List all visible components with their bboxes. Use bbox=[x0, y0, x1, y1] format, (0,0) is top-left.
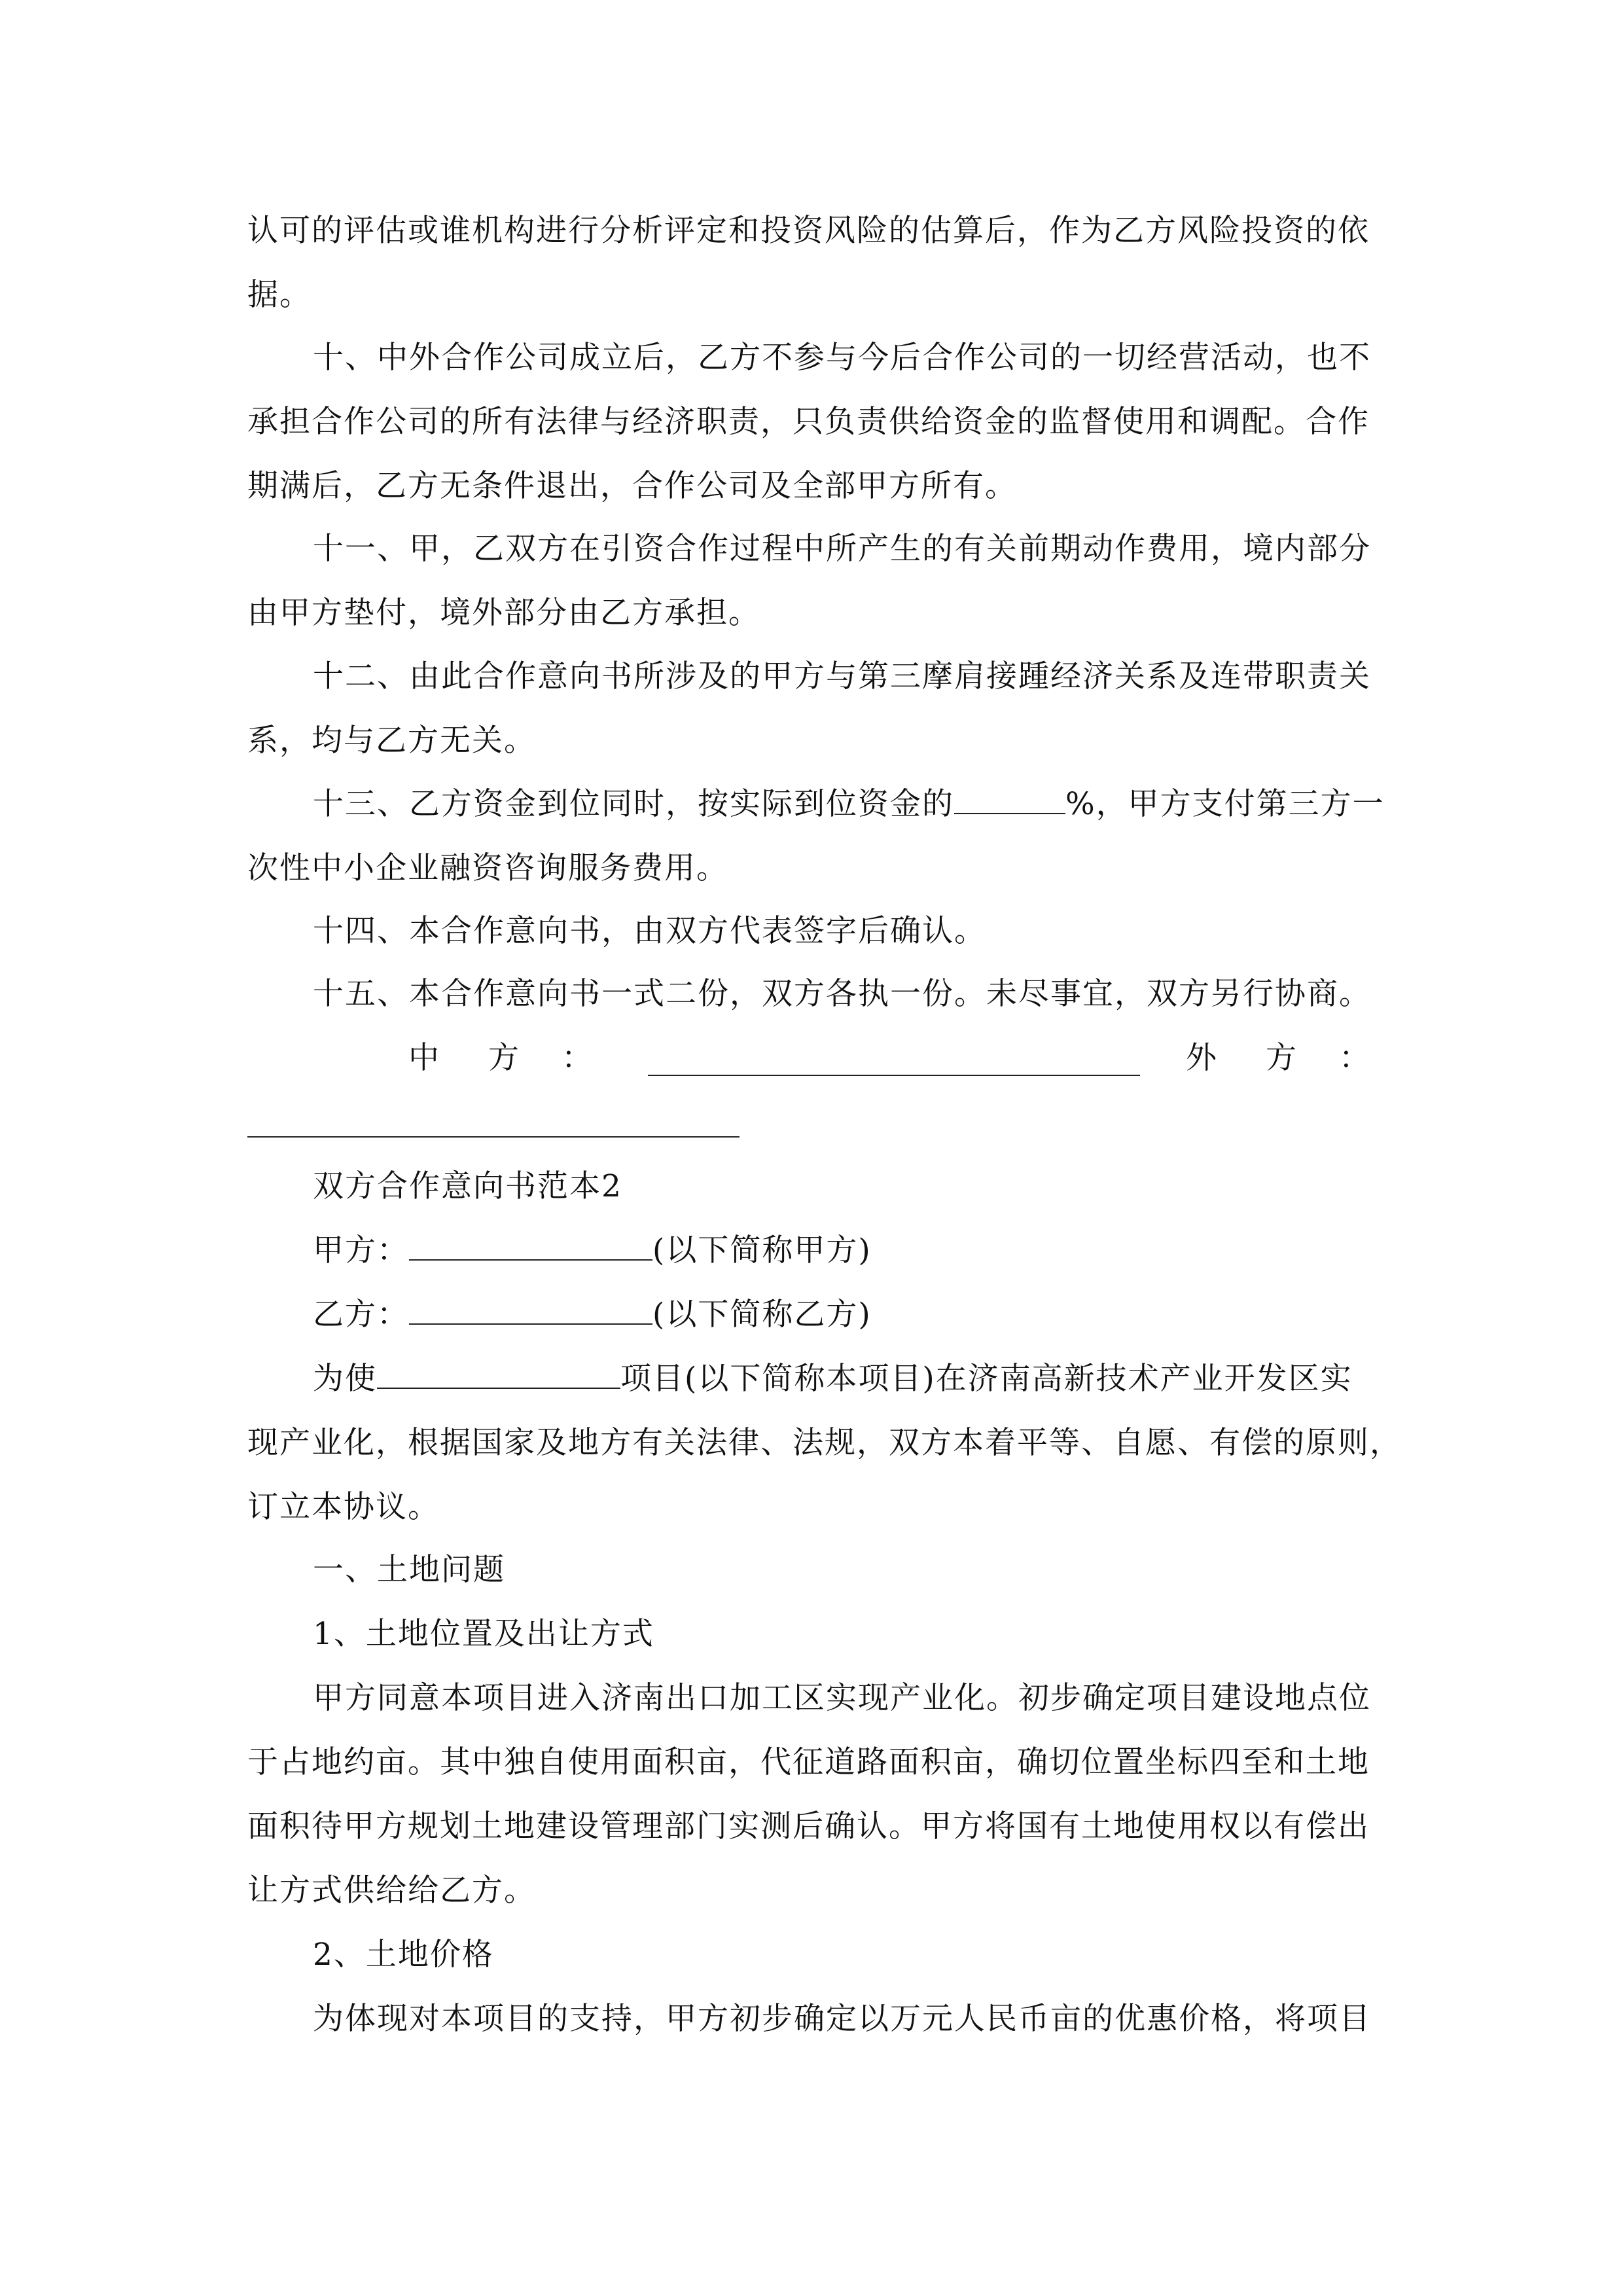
text-line: 1、土地位置及出让方式 bbox=[313, 1616, 654, 1652]
party-a-line bbox=[247, 1219, 1386, 1283]
party-b-suffix: (以下简称乙方) bbox=[652, 1297, 872, 1333]
party-b-label: 乙方： bbox=[313, 1297, 409, 1333]
text-line: 面积待甲方规划土地建设管理部门实测后确认。甲方将国有土地使用权以有偿出 bbox=[247, 1808, 1370, 1844]
text-line: 据。 bbox=[247, 277, 312, 313]
text-line: 十、中外合作公司成立后，乙方不参与今后合作公司的一切经营活动，也不 bbox=[313, 340, 1371, 376]
text-line bbox=[247, 1219, 1386, 1283]
text-line: 认可的评估或谁机构进行分析评定和投资风险的估算后，作为乙方风险投资的依 bbox=[247, 213, 1370, 249]
text-segment: 项目(以下简称本项目)在济南高新技术产业开发区实 bbox=[620, 1361, 1353, 1397]
heading-land-location bbox=[247, 1602, 1386, 1666]
text-line: 现产业化，根据国家及地方有关法律、法规，双方本着平等、自愿、有偿的原则， bbox=[247, 1425, 1402, 1461]
text-segment: 为使 bbox=[313, 1361, 377, 1397]
paragraph-evaluation bbox=[247, 199, 1386, 327]
party-b-blank[interactable] bbox=[409, 1304, 652, 1325]
text-line: 双方合作意向书范本2 bbox=[313, 1168, 622, 1204]
text-segment: %，甲方支付第三方一 bbox=[1065, 786, 1385, 822]
text-line: 甲方同意本项目进入济南出口加工区实现产业化。初步确定项目建设地点位 bbox=[313, 1680, 1371, 1716]
clause-10 bbox=[247, 326, 1386, 518]
text-line: 一、土地问题 bbox=[313, 1552, 505, 1588]
text-line: 为体现对本项目的支持，甲方初步确定以万元人民币亩的优惠价格，将项目 bbox=[313, 2001, 1371, 2037]
sig-label-colon: ： bbox=[562, 1040, 592, 1076]
text-line: 2、土地价格 bbox=[313, 1937, 494, 1973]
text-line: 让方式供给给乙方。 bbox=[247, 1873, 536, 1909]
heading-land-price bbox=[247, 1923, 1386, 1987]
signature-line-china[interactable] bbox=[648, 1073, 1140, 1076]
clause-15 bbox=[247, 962, 1386, 1026]
sig-label-wai: 外 bbox=[1186, 1040, 1217, 1076]
sig-label-zhong: 中 bbox=[408, 1040, 439, 1076]
text-line: 期满后，乙方无条件退出，合作公司及全部甲方所有。 bbox=[247, 468, 1017, 504]
text-line bbox=[247, 1283, 1386, 1347]
project-name-blank[interactable] bbox=[377, 1368, 620, 1389]
signature-block bbox=[247, 1026, 1386, 1157]
clause-13 bbox=[247, 772, 1386, 901]
text-line: 十一、甲，乙双方在引资合作过程中所产生的有关前期动作费用，境内部分 bbox=[313, 531, 1371, 567]
party-a-suffix: (以下简称甲方) bbox=[652, 1232, 872, 1268]
text-line bbox=[247, 772, 1386, 836]
signature-line-foreign[interactable] bbox=[247, 1135, 740, 1138]
text-line: 十四、本合作意向书，由双方代表签字后确认。 bbox=[313, 913, 986, 949]
heading-land bbox=[247, 1538, 1386, 1602]
land-paragraph bbox=[247, 1666, 1386, 1923]
text-line bbox=[247, 1347, 1386, 1411]
text-line: 次性中小企业融资咨询服务费用。 bbox=[247, 850, 728, 886]
clause-11 bbox=[247, 517, 1386, 645]
text-line: 十二、由此合作意向书所涉及的甲方与第三摩肩接踵经济关系及连带职责关 bbox=[313, 658, 1371, 694]
section2-title bbox=[247, 1155, 1386, 1219]
clause-14 bbox=[247, 899, 1386, 963]
sig-label-fang: 方 bbox=[488, 1040, 519, 1076]
intro-paragraph bbox=[247, 1347, 1402, 1539]
party-a-label: 甲方： bbox=[313, 1232, 409, 1268]
text-line: 订立本协议。 bbox=[247, 1489, 440, 1525]
text-line: 承担合作公司的所有法律与经济职责，只负责供给资金的监督使用和调配。合作 bbox=[247, 404, 1370, 440]
sig-label-colon: ： bbox=[1339, 1040, 1370, 1076]
party-a-blank[interactable] bbox=[409, 1240, 652, 1261]
party-b-line bbox=[247, 1283, 1386, 1347]
fill-in-blank[interactable] bbox=[954, 793, 1065, 814]
text-line: 十五、本合作意向书一式二份，双方各执一份。未尽事宜，双方另行协商。 bbox=[313, 976, 1371, 1012]
text-line: 系，均与乙方无关。 bbox=[247, 723, 536, 759]
text-line: 于占地约亩。其中独自使用面积亩，代征道路面积亩，确切位置坐标四至和土地 bbox=[247, 1744, 1370, 1780]
text-line: 由甲方垫付，境外部分由乙方承担。 bbox=[247, 595, 760, 631]
sig-label-fang: 方 bbox=[1266, 1040, 1296, 1076]
clause-12 bbox=[247, 645, 1386, 773]
price-paragraph bbox=[247, 1987, 1386, 2051]
text-segment: 十三、乙方资金到位同时，按实际到位资金的 bbox=[313, 786, 954, 822]
